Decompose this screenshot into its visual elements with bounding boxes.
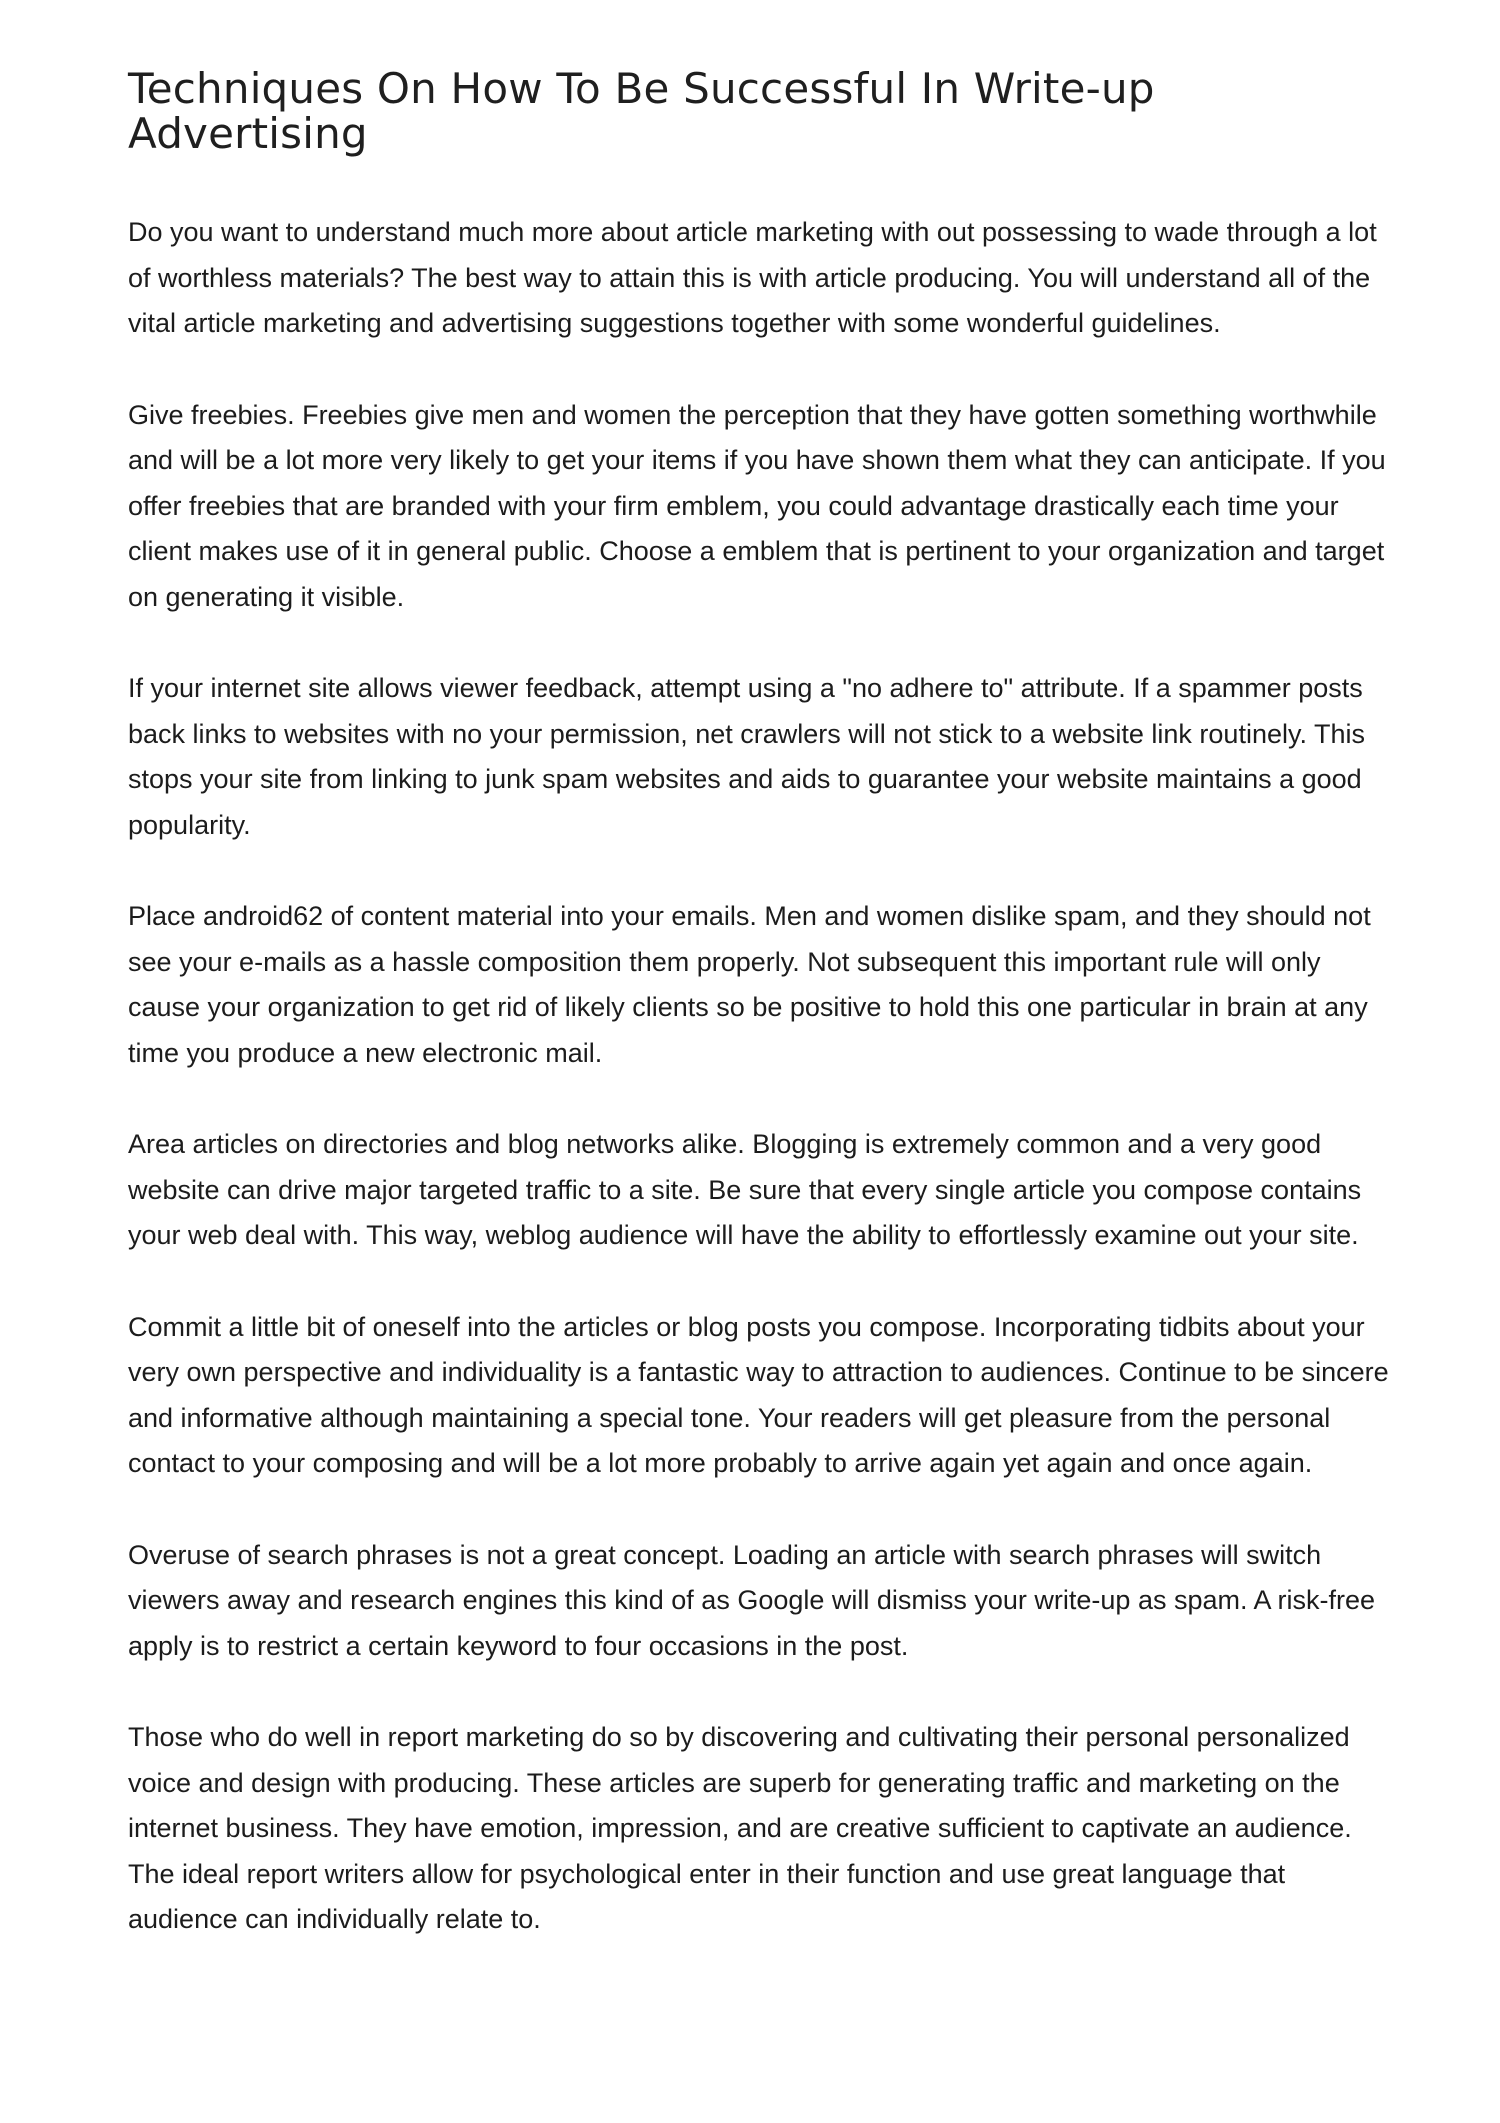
paragraph-emails: Place android62 of content material into your emails. Men and women dislike spam, and they should not see your e-mails as a hassle composition them properly. Not subsequent this important rule will only cause your organization to get rid of likely clients so be positive to hold this one particular in brain at any time you produce a new electronic mail. (128, 901, 1371, 1068)
paragraph-personal-touch: Commit a little bit of oneself into the articles or blog posts you compose. Incorporating tidbits about your very own perspective and individuality is a fantastic way to attraction to audiences. Continue to be sincere and informative although maintaining a special tone. Your readers will get pleasure from the personal contact to your composing and will be a lot more probably to arrive again yet again and once again. (128, 1311, 1389, 1478)
paragraph-voice: Those who do well in report marketing do so by discovering and cultivating their personal personalized voice and design with producing. These articles are superb for generating traffic and marketing on the internet business. They have emotion, impression, and are creative sufficient to captivate an audience. The ideal report writers allow for psychological enter in their function and use great language that audience can individually relate to. (128, 1722, 1352, 1934)
document-title: Techniques On How To Be Successful In Write-up Advertising (128, 64, 1155, 158)
paragraph-directories: Area articles on directories and blog networks alike. Blogging is extremely common and a very good website can drive major targeted traffic to a site. Be sure that every single article you compose contains your web deal with. This way, weblog audience will have the ability to effortlessly examine out your site. (128, 1129, 1362, 1250)
document-body (128, 210, 1390, 1943)
document-page (128, 66, 1390, 1989)
paragraph-freebies: Give freebies. Freebies give men and women the perception that they have gotten something worthwhile and will be a lot more very likely to get your items if you have shown them what they can anticipate. If you offer freebies that are branded with your firm emblem, you could advantage drastically each time your client makes use of it in general public. Choose a emblem that is pertinent to your organization and target on generating it visible. (128, 399, 1386, 612)
paragraph-no-follow: If your internet site allows viewer feedback, attempt using a "no adhere to" attribute. If a spammer posts back links to websites with no your permission, net crawlers will not stick to a website link routinely. This stops your site from linking to junk spam websites and aids to guarantee your website maintains a good popularity. (128, 673, 1365, 840)
paragraph-keywords: Overuse of search phrases is not a great concept. Loading an article with search phrases will switch viewers away and research engines this kind of as Google will dismiss your write-up as spam. A risk-free apply is to restrict a certain keyword to four occasions in the post. (128, 1539, 1376, 1661)
paragraph-intro: Do you want to understand much more about article marketing with out possessing to wade through a lot of worthless materials? The best way to attain this is with article producing. You will understand all of the vital article marketing and advertising suggestions together with some wonderful guidelines. (128, 217, 1377, 338)
